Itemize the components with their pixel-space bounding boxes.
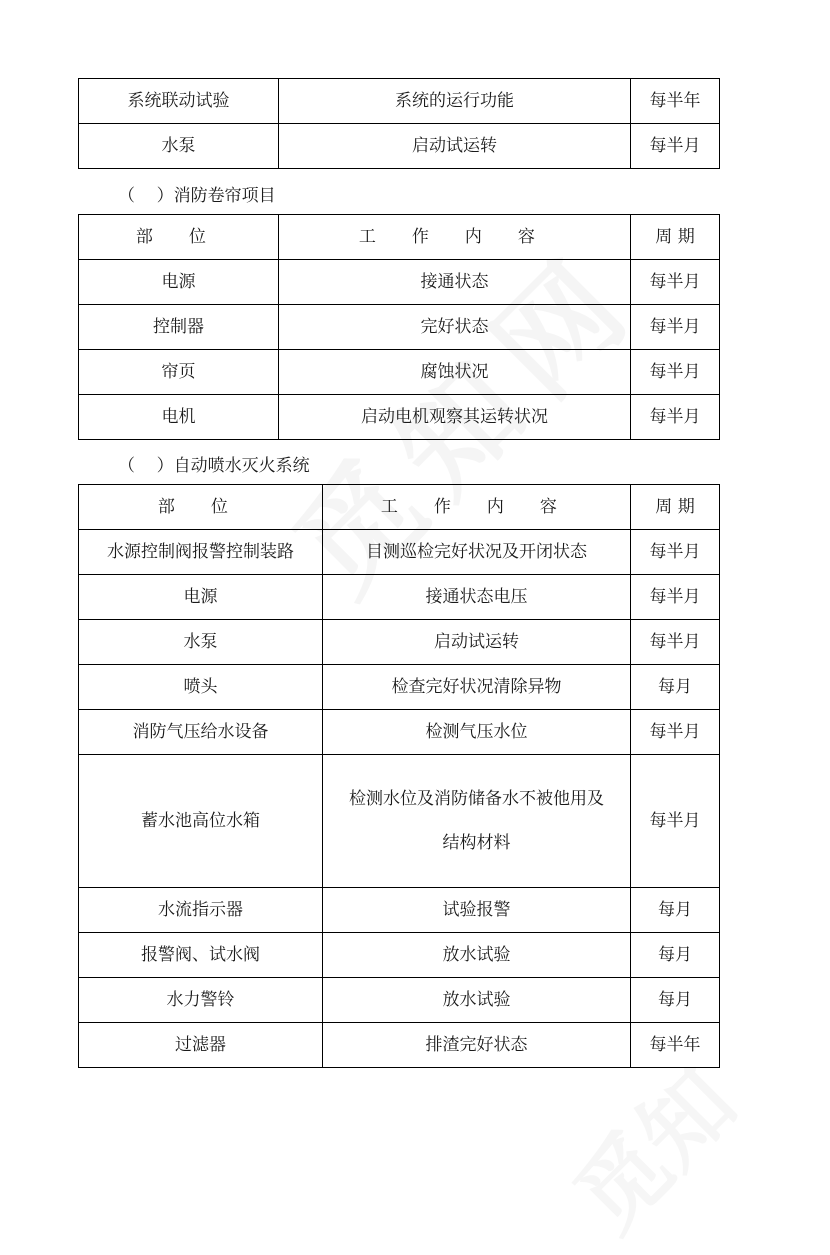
period-cell: 每半月	[631, 575, 720, 620]
period-cell: 每半月	[631, 350, 720, 395]
rolling-shutter-table	[78, 214, 720, 440]
table-row	[79, 620, 720, 665]
header-content: 工 作 内 容	[323, 485, 631, 530]
content-line: 结构材料	[442, 833, 511, 853]
content-cell: 排渣完好状态	[323, 1023, 631, 1068]
linkage-table	[78, 78, 720, 169]
table-row	[79, 124, 720, 169]
part-cell: 水力警铃	[79, 978, 323, 1023]
content-cell: 系统的运行功能	[279, 79, 631, 124]
content-cell: 启动电机观察其运转状况	[279, 395, 631, 440]
part-cell: 电源	[79, 575, 323, 620]
period-cell: 每月	[631, 665, 720, 710]
period-cell: 每半月	[631, 530, 720, 575]
part-cell: 帘页	[79, 350, 279, 395]
content-cell: 接通状态电压	[323, 575, 631, 620]
period-cell: 每月	[631, 933, 720, 978]
part-cell: 水流指示器	[79, 888, 323, 933]
part-cell: 消防气压给水设备	[79, 710, 323, 755]
table-row	[79, 305, 720, 350]
period-cell: 每半月	[631, 124, 720, 169]
table-row	[79, 755, 720, 888]
part-cell: 报警阀、试水阀	[79, 933, 323, 978]
header-period: 周 期	[631, 215, 720, 260]
period-cell: 每半年	[631, 1023, 720, 1068]
table-row	[79, 350, 720, 395]
table-row	[79, 978, 720, 1023]
content-cell: 目测巡检完好状况及开闭状态	[323, 530, 631, 575]
period-cell: 每半年	[631, 79, 720, 124]
content-cell: 腐蚀状况	[279, 350, 631, 395]
content-cell: 放水试验	[323, 978, 631, 1023]
table-row	[79, 1023, 720, 1068]
sprinkler-table	[78, 484, 720, 1068]
period-cell: 每半月	[631, 305, 720, 350]
content-line: 检测水位及消防储备水不被他用及	[349, 789, 604, 809]
content-cell: 放水试验	[323, 933, 631, 978]
period-cell: 每月	[631, 888, 720, 933]
content-cell: 启动试运转	[323, 620, 631, 665]
content-cell: 完好状态	[279, 305, 631, 350]
table-header-row	[79, 215, 720, 260]
table-row	[79, 79, 720, 124]
table-header-row	[79, 485, 720, 530]
content-cell: 启动试运转	[279, 124, 631, 169]
period-cell: 每月	[631, 978, 720, 1023]
watermark-bottom	[540, 1035, 759, 1254]
content-cell: 试验报警	[323, 888, 631, 933]
content-cell: 接通状态	[279, 260, 631, 305]
content-cell	[323, 755, 631, 888]
part-cell: 蓄水池高位水箱	[79, 755, 323, 888]
table-row	[79, 260, 720, 305]
part-cell: 过滤器	[79, 1023, 323, 1068]
table-row	[79, 575, 720, 620]
table-row	[79, 933, 720, 978]
period-cell: 每半月	[631, 755, 720, 888]
header-period: 周 期	[631, 485, 720, 530]
part-cell: 电机	[79, 395, 279, 440]
table-row	[79, 530, 720, 575]
period-cell: 每半月	[631, 710, 720, 755]
header-part: 部 位	[79, 485, 323, 530]
table-row	[79, 665, 720, 710]
header-content: 工 作 内 容	[279, 215, 631, 260]
content-cell: 检测气压水位	[323, 710, 631, 755]
part-cell: 水源控制阀报警控制装路	[79, 530, 323, 575]
table-row	[79, 888, 720, 933]
table-row	[79, 395, 720, 440]
part-cell: 水泵	[79, 620, 323, 665]
section-heading-rolling-shutter: （ ）消防卷帘项目	[118, 186, 276, 206]
part-cell: 控制器	[79, 305, 279, 350]
period-cell: 每半月	[631, 260, 720, 305]
part-cell: 电源	[79, 260, 279, 305]
table-row	[79, 710, 720, 755]
header-part: 部 位	[79, 215, 279, 260]
content-cell: 检查完好状况清除异物	[323, 665, 631, 710]
part-cell: 水泵	[79, 124, 279, 169]
section-heading-sprinkler: （ ）自动喷水灭火系统	[118, 456, 310, 476]
part-cell: 喷头	[79, 665, 323, 710]
period-cell: 每半月	[631, 395, 720, 440]
period-cell: 每半月	[631, 620, 720, 665]
part-cell: 系统联动试验	[79, 79, 279, 124]
